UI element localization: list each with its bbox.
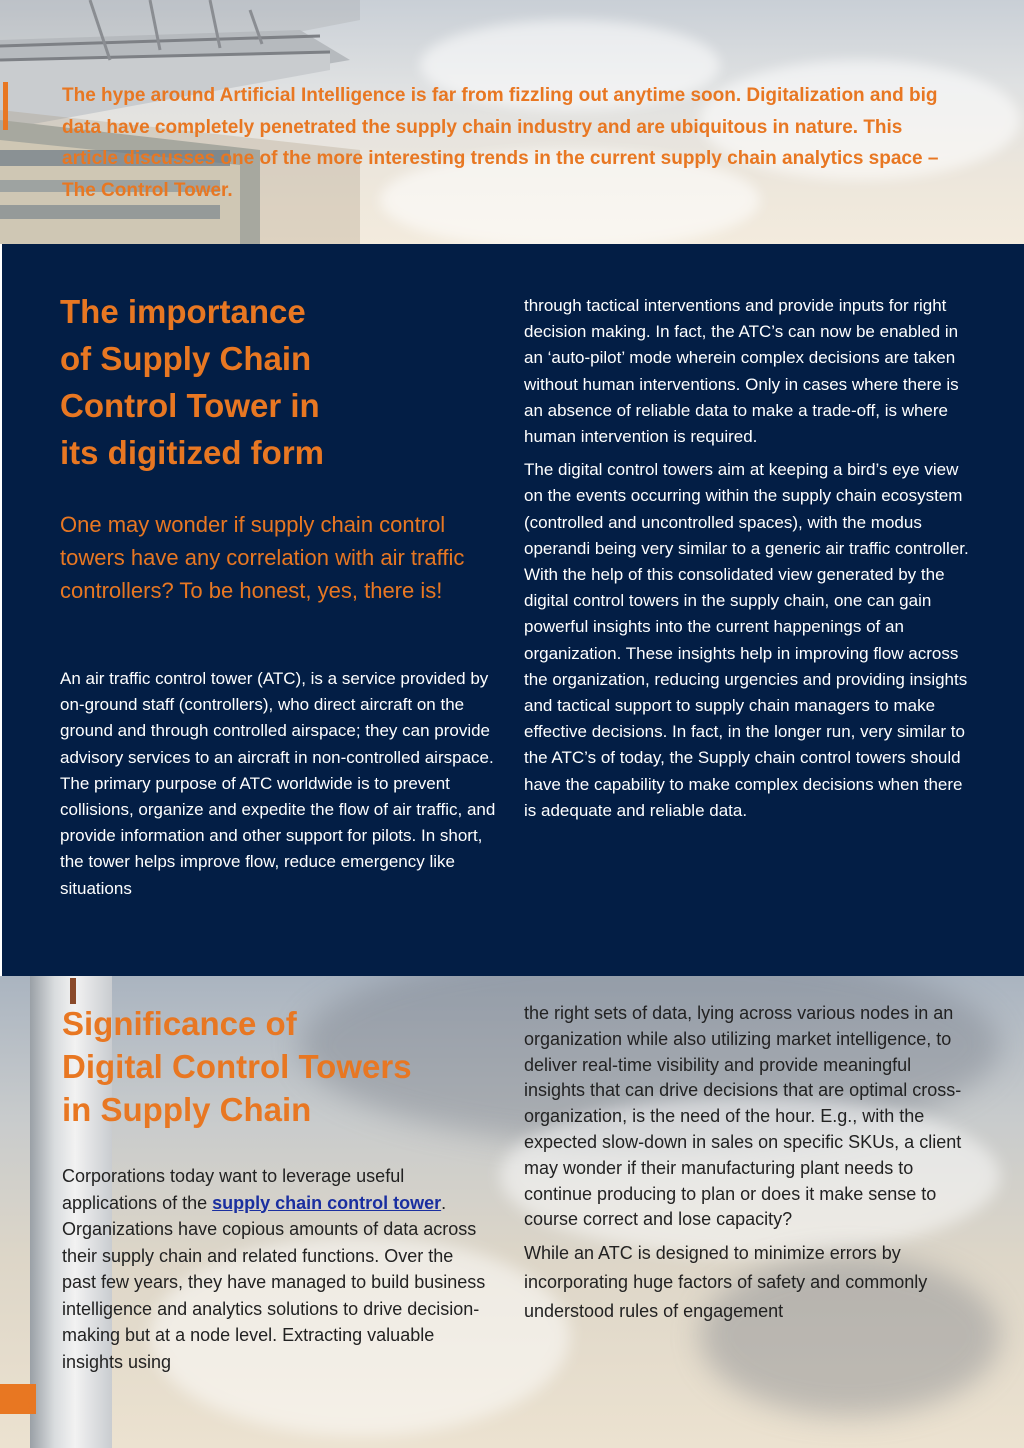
section2-title-line: in Supply Chain xyxy=(62,1091,312,1128)
section1-right-paragraph: The digital control towers aim at keeping a bird’s eye view on the events occurring within the supply chain ecosystem (controlled and uncontrolled spaces), with the modus operandi being very similar to a generic air traffic controller. With the help of this consolidated view generated by the digital control towers in the supply chain, one can gain powerful insights into the current happenings of an organization. These insights help in improving flow across the organization, reducing urgencies and providing insights and tactical support to supply chain managers to make effective decisions. In fact, in the longer run, very similar to the ATC’s of today, the Supply chain control towers should have the capability to make complex decisions when there is adequate and reliable data. xyxy=(524,460,969,820)
section2-title-line: Digital Control Towers xyxy=(62,1048,412,1085)
section1-title-line: of Supply Chain xyxy=(60,340,312,377)
section1-title-line: Control Tower in xyxy=(60,387,320,424)
section2-left-text-continued: . Organizations have copious amounts of data across their supply chain and related functions. Over the past few years, they have managed to build business intelligence and analytics solutions to drive decision-making but at a node level. Extracting valuable insights using xyxy=(62,1192,486,1372)
section2-left-text: Corporations today want to leverage useful applications of the xyxy=(62,1166,405,1213)
supply-chain-control-tower-link[interactable]: supply chain control tower xyxy=(212,1192,442,1213)
section2-title-line: Significance of xyxy=(62,1005,297,1042)
section2-title xyxy=(62,1002,492,1131)
page-number-tab xyxy=(0,1384,36,1414)
section1-title-line: its digitized form xyxy=(60,434,324,471)
section1-left-paragraph: An air traffic control tower (ATC), is a service provided by on-ground staff (controllers), who direct aircraft on the ground and through controlled airspace; they can provide advisory services to an aircraft in non-controlled airspace. The primary purpose of ATC worldwide is to prevent collisions, organize and expedite the flow of air traffic, and provide information and other support for pilots. In short, the tower helps improve flow, reduce emergency like situations xyxy=(60,669,496,898)
accent-bar xyxy=(3,82,8,130)
section2-right-column xyxy=(524,1001,964,1332)
header-banner xyxy=(0,0,1024,244)
page-number: 2 xyxy=(27,1400,34,1412)
section1-title xyxy=(60,288,480,476)
intro-text: The hype around Artificial Intelligence is far from fizzling out anytime soon. Digitalization and big data have completely penetrated the supply chain industry and are ubiquitous in nature. This article discusses one of the more interesting trends in the current supply chain analytics space – The Control Tower. xyxy=(62,85,939,201)
section1-right-column xyxy=(524,293,969,831)
section2-right-paragraph: the right sets of data, lying across various nodes in an organization while also utilizing market intelligence, to deliver real-time visibility and provide meaningful insights that can drive decisions that are optimal cross-organization, is the need of the hour. E.g., with the expected slow-down in sales on specific SKUs, a client may wonder if their manufacturing plant needs to continue producing to plan or does it make sense to course correct and lose capacity? xyxy=(524,1003,962,1230)
section2-left-paragraph xyxy=(62,1163,492,1375)
tower-antenna-image xyxy=(70,978,76,1004)
section1-right-paragraph: through tactical interventions and provide inputs for right decision making. In fact, the ATC’s can now be enabled in an ‘auto-pilot’ mode wherein complex decisions are taken without human interventions. Only in cases where there is an absence of reliable data to make a trade-off, is where human intervention is required. xyxy=(524,296,959,447)
section2-right-paragraph: While an ATC is designed to minimize errors by incorporating huge factors of safety and commonly understood rules of engagement xyxy=(524,1243,928,1322)
section1-title-line: The importance xyxy=(60,293,306,330)
section1-subheading: One may wonder if supply chain control towers have any correlation with air traffic controllers? To be honest, yes, there is! xyxy=(60,512,465,603)
